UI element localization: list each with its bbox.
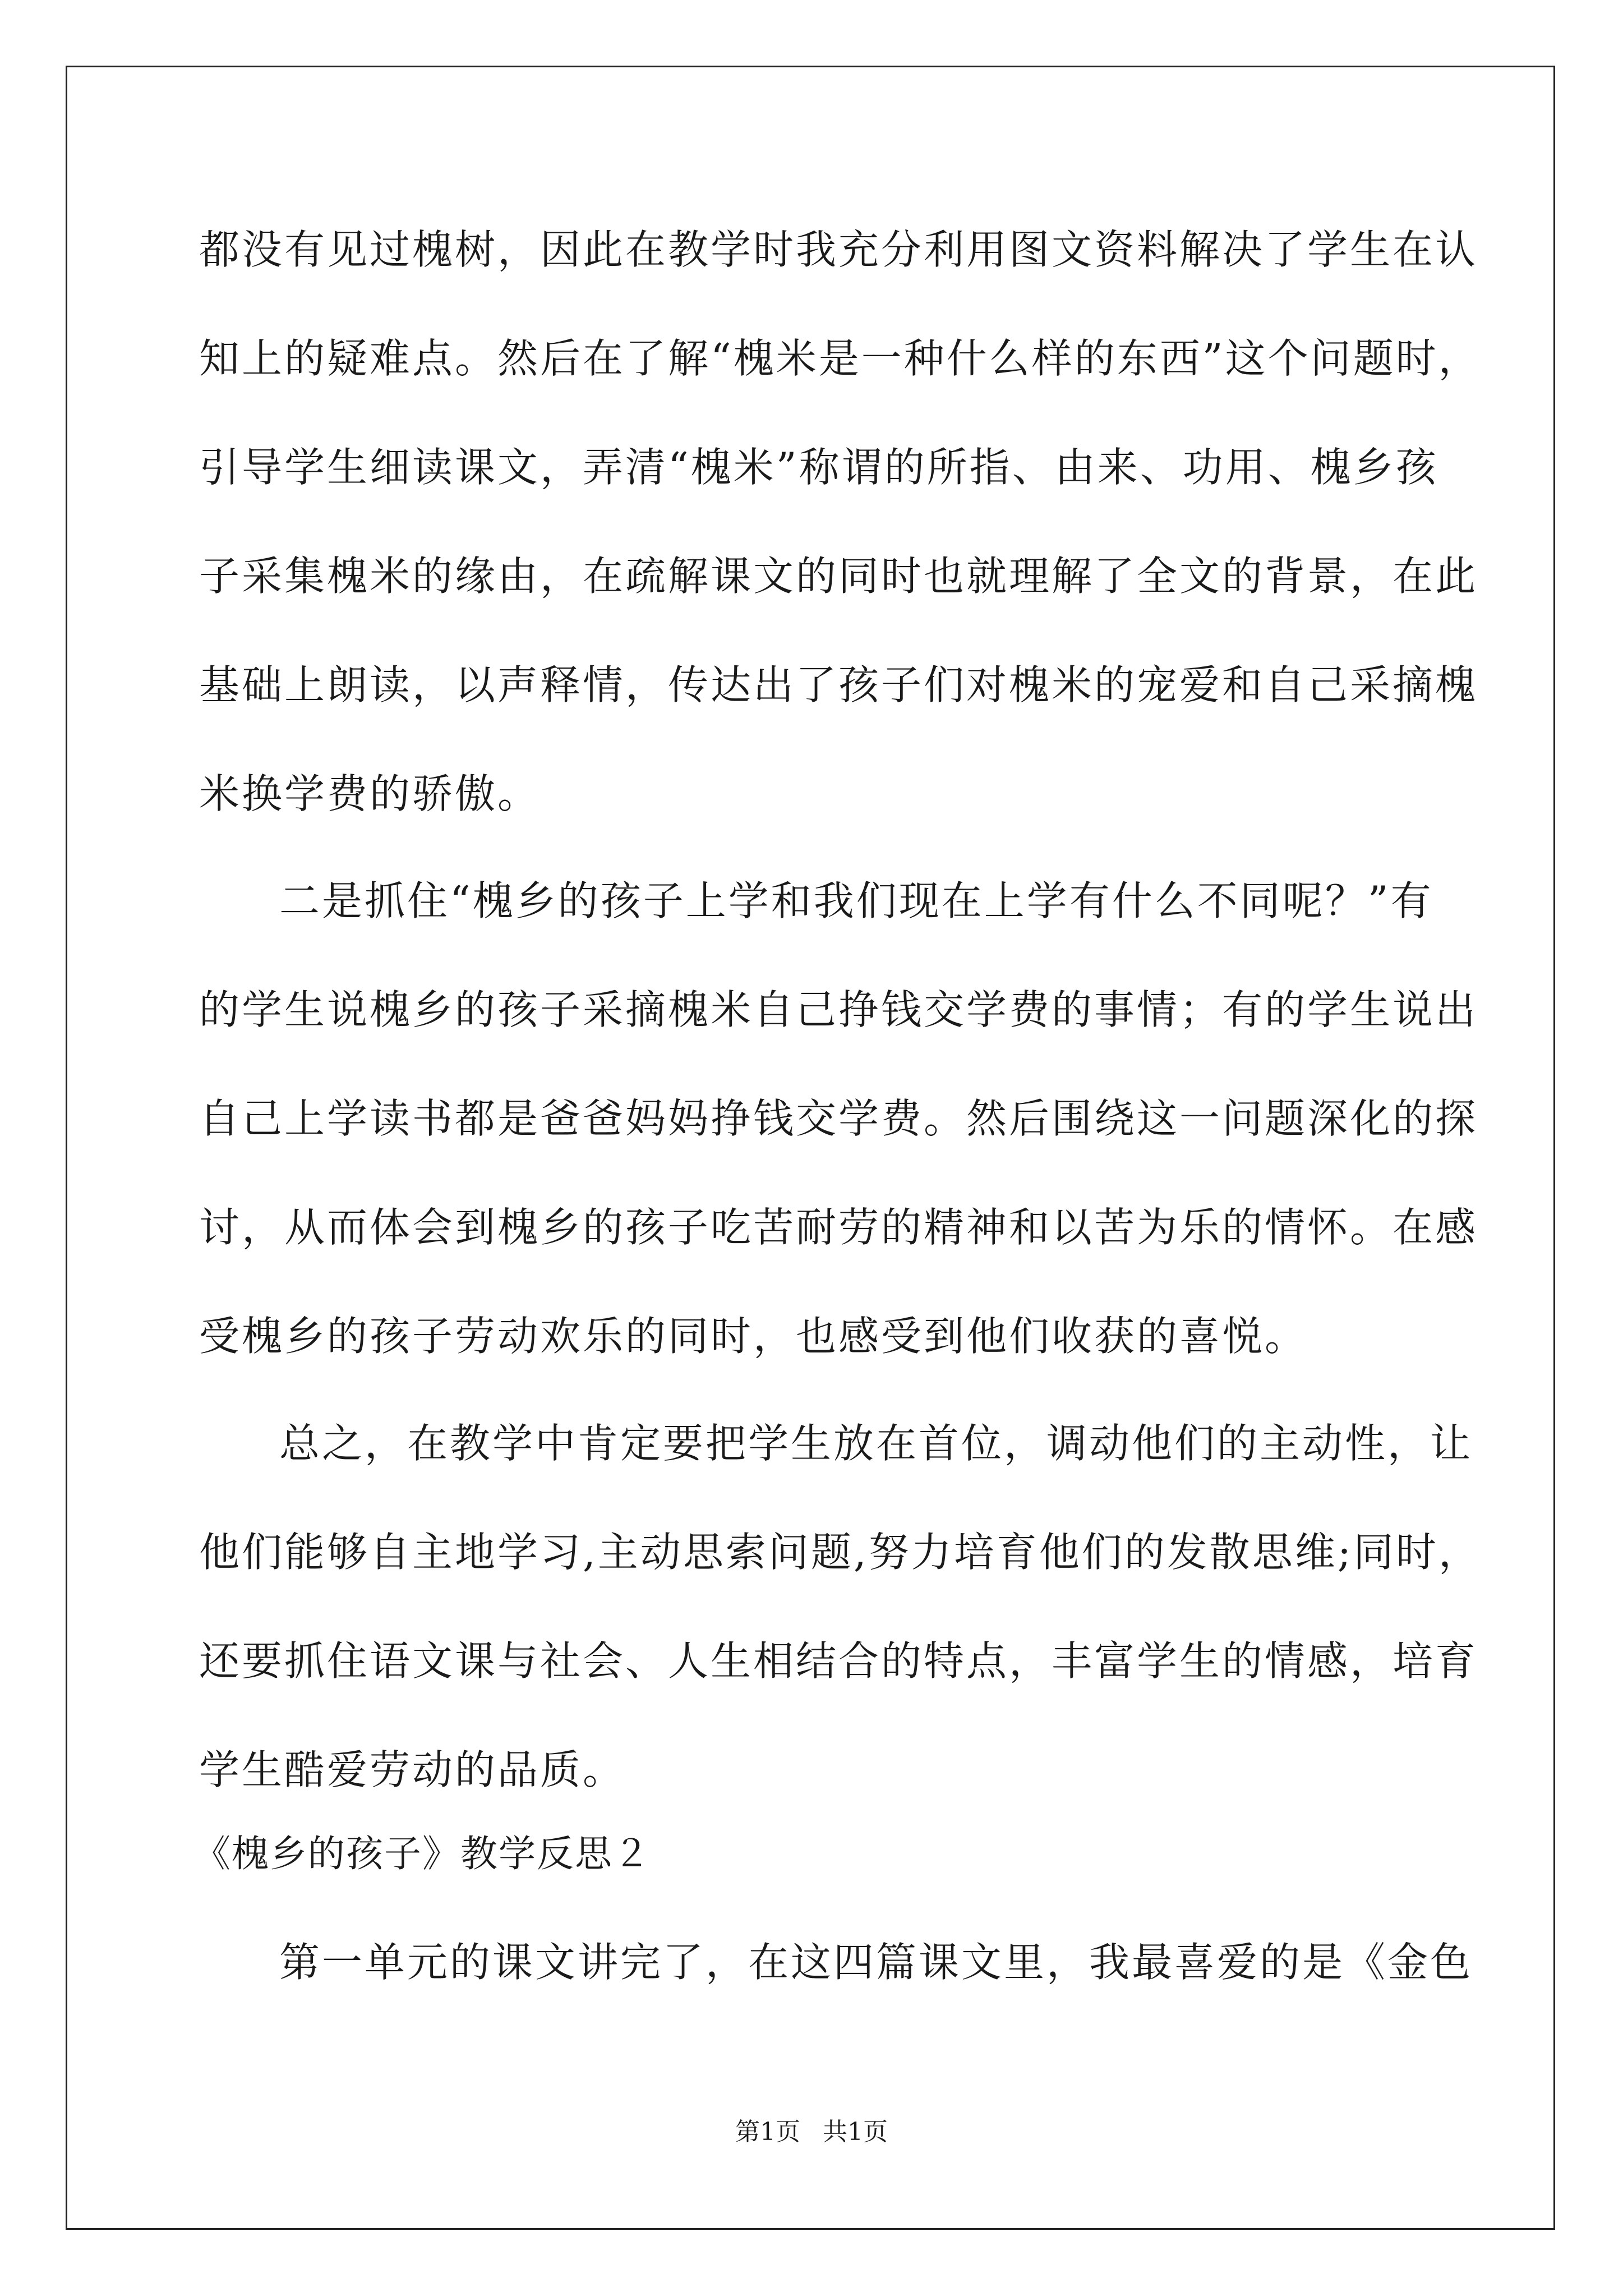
paragraph-4-line-1: 第一单元的课文讲完了，在这四篇课文里，我最喜爱的是《金色 xyxy=(279,1939,1473,1986)
paragraph-1-line-6: 米换学费的骄傲。 xyxy=(199,770,541,817)
section-heading: 《槐乡的孩子》教学反思２ xyxy=(193,1832,651,1875)
page-number: 第1页 xyxy=(735,2118,800,2146)
paragraph-3-line-4: 学生酷爱劳动的品质。 xyxy=(199,1746,626,1793)
paragraph-2-line-5: 受槐乡的孩子劳动欢乐的同时，也感受到他们收获的喜悦。 xyxy=(199,1313,1308,1360)
paragraph-2-line-4: 讨，从而体会到槐乡的孩子吃苦耐劳的精神和以苦为乐的情怀。在感 xyxy=(199,1204,1478,1251)
paragraph-3-line-3: 还要抓住语文课与社会、人生相结合的特点，丰富学生的情感，培育 xyxy=(199,1637,1478,1685)
page-footer xyxy=(0,2115,1623,2149)
paragraph-1-line-3: 引导学生细读课文，弄清“槐米”称谓的所指、由来、功用、槐乡孩 xyxy=(199,444,1438,491)
page-border xyxy=(66,66,1555,2230)
paragraph-1-line-2: 知上的疑难点。然后在了解“槐米是一种什么样的东西”这个问题时， xyxy=(199,335,1481,382)
paragraph-1-line-1: 都没有见过槐树，因此在教学时我充分利用图文资料解决了学生在认 xyxy=(199,226,1478,273)
paragraph-3-line-1: 总之，在教学中肯定要把学生放在首位，调动他们的主动性，让 xyxy=(279,1420,1473,1467)
paragraph-2-line-2: 的学生说槐乡的孩子采摘槐米自己挣钱交学费的事情；有的学生说出 xyxy=(199,986,1478,1033)
paragraph-1-line-5: 基础上朗读，以声释情，传达出了孩子们对槐米的宠爱和自己采摘槐 xyxy=(199,661,1478,708)
paragraph-2-line-1: 二是抓住“槐乡的孩子上学和我们现在上学有什么不同呢？”有 xyxy=(279,877,1433,924)
paragraph-3-line-2: 他们能够自主地学习,主动思索问题,努力培育他们的发散思维;同时， xyxy=(199,1529,1482,1576)
page-total: 共1页 xyxy=(823,2118,888,2146)
paragraph-1-line-4: 子采集槐米的缘由，在疏解课文的同时也就理解了全文的背景，在此 xyxy=(199,553,1478,600)
paragraph-2-line-3: 自己上学读书都是爸爸妈妈挣钱交学费。然后围绕这一问题深化的探 xyxy=(199,1095,1478,1142)
